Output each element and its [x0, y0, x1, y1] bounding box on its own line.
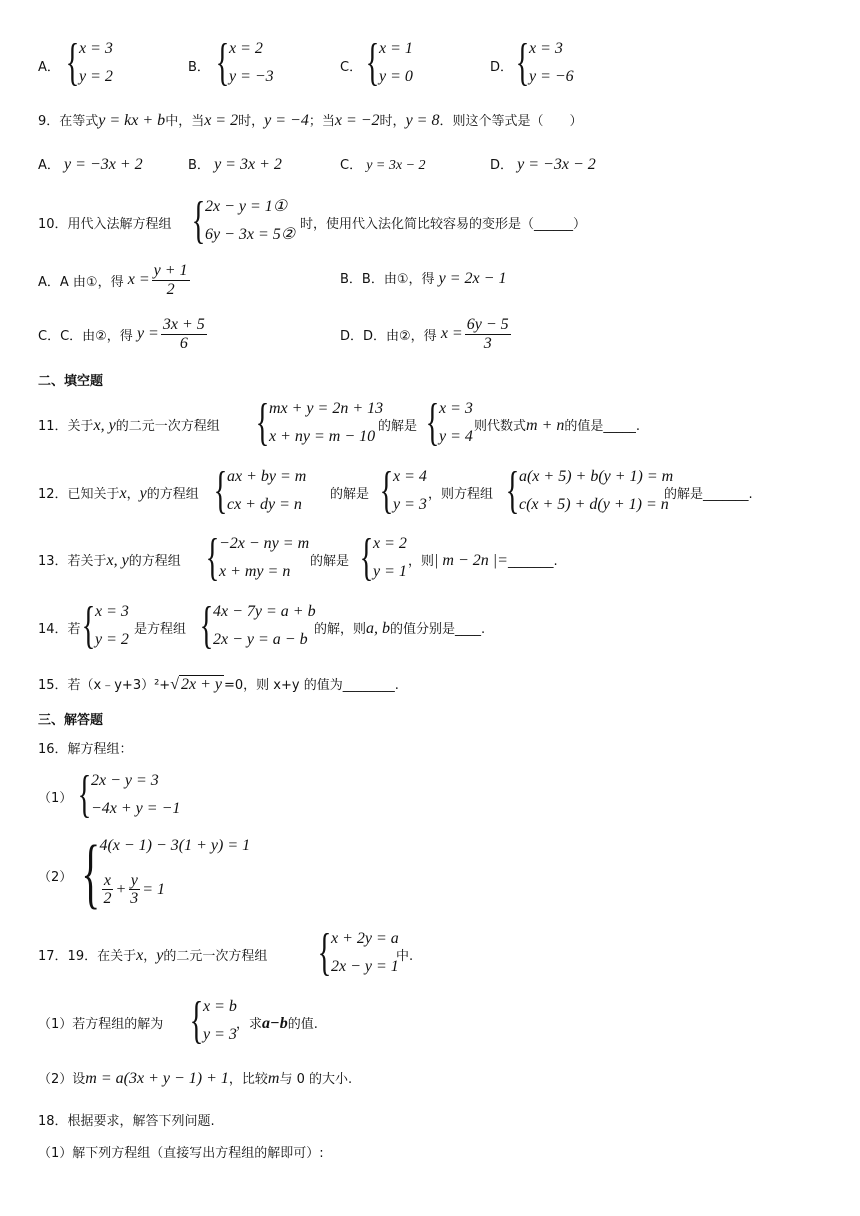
- q17-part1-solution: [184, 992, 237, 1049]
- q8-option-a-label: A．: [38, 60, 60, 75]
- math: a, b: [366, 620, 391, 637]
- text: 的二元一次方程组: [163, 949, 268, 964]
- equation: mx + y = 2n + 13: [268, 400, 384, 417]
- text: 9．在等式: [38, 114, 99, 129]
- text: 的值是_____.: [564, 419, 641, 434]
- q16-part2-label: （2）: [38, 870, 73, 885]
- fraction: [465, 316, 511, 352]
- text: 的值.: [287, 1017, 318, 1032]
- text: 中，当: [165, 114, 205, 129]
- q12-prefix: [38, 483, 199, 503]
- q8-option-d-system: [510, 34, 574, 91]
- q10-stem-prefix: 10．用代入法解方程组: [38, 217, 172, 232]
- denominator: 2: [103, 890, 112, 908]
- math: y = kx + b: [98, 112, 166, 129]
- equation: x = 1: [378, 40, 413, 57]
- fraction: [161, 316, 207, 352]
- brace: {: [425, 394, 440, 451]
- math: x: [136, 947, 144, 964]
- q9-option-a: [38, 154, 143, 174]
- q12-suffix: 的解是_______.: [664, 487, 753, 502]
- equation: cx + dy = n: [226, 496, 302, 513]
- equation: x + my = n: [218, 563, 291, 580]
- q18-part1: （1）解下列方程组（直接写出方程组的解即可）:: [38, 1146, 324, 1161]
- q17-part1-prefix: （1）若方程组的解为: [38, 1017, 164, 1032]
- q10-system: [186, 192, 296, 249]
- math: x, y: [106, 552, 129, 569]
- q11-suffix: [474, 415, 640, 435]
- q14-system: [194, 597, 316, 654]
- equation: x = 3: [94, 603, 129, 620]
- math: y: [139, 485, 147, 502]
- brace: {: [189, 992, 204, 1049]
- equation: y = 1: [372, 563, 407, 580]
- option-label: A．: [38, 158, 60, 173]
- q17-system: [312, 924, 399, 981]
- q12-target-system: [500, 462, 674, 519]
- text: 12．已知关于: [38, 487, 120, 502]
- q10-option-b: [340, 268, 506, 288]
- option-label: C．C．由②，得: [38, 328, 133, 344]
- text: 15．若（x﹣y+3）²+: [38, 678, 171, 693]
- fraction: [101, 872, 113, 908]
- text: 则代数式: [474, 419, 527, 434]
- q14-mid: 是方程组: [134, 622, 187, 637]
- q10-option-c: [38, 316, 209, 352]
- q14-solution: [76, 597, 129, 654]
- math: y = −3x − 2: [517, 156, 596, 173]
- math: y =: [136, 325, 159, 343]
- math: m + n: [526, 417, 565, 434]
- brace: {: [81, 829, 101, 916]
- math: x =: [127, 271, 150, 289]
- equation: 2x − y = a − b: [212, 631, 308, 648]
- q10-option-d: [340, 316, 513, 352]
- text: 13．若关于: [38, 554, 107, 569]
- equation: 6y − 3x = 5②: [204, 226, 296, 243]
- denominator: 6: [179, 334, 188, 352]
- equation: x = b: [202, 998, 237, 1015]
- brace: {: [317, 924, 332, 981]
- q14-prefix: 14．若: [38, 622, 81, 637]
- q9-option-b: [188, 154, 282, 174]
- q16-part1-label: （1）: [38, 791, 73, 806]
- q13-system: [200, 529, 310, 586]
- q17-part2: [38, 1068, 352, 1088]
- equation: y = 4: [438, 428, 473, 445]
- math: m: [267, 1070, 280, 1087]
- brace: {: [255, 394, 270, 451]
- text: ．则这个等式是（ ）: [439, 114, 583, 129]
- math: y = 3x + 2: [214, 156, 282, 173]
- text: 时，: [238, 114, 265, 129]
- q9-stem: [38, 110, 582, 130]
- text: （2）设: [38, 1072, 86, 1087]
- equation: x + ny = m − 10: [268, 428, 376, 445]
- q17-part1-suffix: [236, 1013, 318, 1033]
- text: ，: [126, 487, 140, 502]
- equation: x = 3: [528, 40, 563, 57]
- equation: x = 2: [228, 40, 263, 57]
- text: ；当: [308, 114, 335, 129]
- denominator: 3: [130, 890, 139, 908]
- q11-prefix: [38, 415, 220, 435]
- q11-mid: 的解是: [378, 419, 418, 434]
- math: | m − 2n |=: [434, 552, 508, 569]
- option-label: C．: [340, 158, 363, 173]
- equation: 2x − y = 1: [330, 958, 399, 975]
- equation: 2x − y = 3: [90, 772, 159, 789]
- math: x = 2: [204, 112, 239, 129]
- option-label: A．A 由①，得: [38, 274, 124, 290]
- q8-option-d-label: D．: [490, 60, 514, 75]
- math: y = 2x − 1: [438, 270, 507, 287]
- equation: 2x − y = 1①: [204, 198, 288, 215]
- math: y: [156, 947, 164, 964]
- equation: y = 3: [392, 496, 427, 513]
- equation: x = 4: [392, 468, 427, 485]
- equation: −2x − ny = m: [218, 535, 310, 552]
- brace: {: [515, 34, 530, 91]
- q13-mid: 的解是: [310, 554, 350, 569]
- equation: y = 2: [94, 631, 129, 648]
- brace: {: [81, 597, 96, 654]
- math: x, y: [93, 417, 116, 434]
- equation: 4x − 7y = a + b: [212, 603, 316, 620]
- radicand: 2x + y: [180, 676, 222, 693]
- q15: [38, 674, 399, 694]
- numerator: 3x + 5: [162, 316, 205, 333]
- q8-option-c-label: C．: [340, 60, 363, 75]
- q9-option-c: [340, 154, 426, 174]
- q13-solution: [354, 529, 407, 586]
- brace: {: [215, 34, 230, 91]
- equation: y = −3: [228, 68, 274, 85]
- text: 的方程组: [128, 554, 181, 569]
- math: x = −2: [334, 112, 380, 129]
- text: 时，: [379, 114, 406, 129]
- q11-system: [250, 394, 384, 451]
- numerator: y + 1: [153, 262, 188, 279]
- equation: −4x + y = −1: [90, 800, 181, 817]
- equation: x = 3: [78, 40, 113, 57]
- equation: y = −6: [528, 68, 574, 85]
- equation: x + 2y = a: [330, 930, 399, 947]
- text: _______.: [507, 554, 558, 569]
- text: 与 0 的大小.: [279, 1072, 353, 1087]
- text: ，比较: [228, 1072, 268, 1087]
- q17-suffix: 中.: [396, 949, 414, 964]
- q16-stem: 16．解方程组：: [38, 742, 133, 757]
- equation: $\frac{x}{2}$ + $\frac{y}{3}$ = 1: [103, 871, 166, 908]
- equation: ax + by = m: [226, 468, 307, 485]
- denominator: 2: [166, 280, 175, 298]
- equation: y = 0: [378, 68, 413, 85]
- equation: x = 2: [372, 535, 407, 552]
- text: 11．关于: [38, 419, 94, 434]
- q12-mid2: ，则方程组: [428, 487, 494, 502]
- math: y = −3x + 2: [64, 156, 143, 173]
- brace: {: [365, 34, 380, 91]
- equation: c(x + 5) + d(y + 1) = n: [518, 496, 669, 513]
- q8-option-b-label: B．: [188, 60, 210, 75]
- section-heading-solve: 三、解答题: [38, 713, 104, 728]
- q14-suffix: [314, 618, 485, 638]
- q10-stem-suffix: 时，使用代入法化简比较容易的变形是（______）: [300, 217, 587, 232]
- math: y = −4: [264, 112, 309, 129]
- numerator: 6y − 5: [466, 316, 509, 333]
- math: y = 3x − 2: [366, 158, 426, 173]
- q17-prefix: [38, 945, 267, 965]
- brace: {: [77, 766, 92, 823]
- q10-option-a: [38, 262, 192, 298]
- text: 的解，则: [314, 622, 367, 637]
- option-label: D．: [490, 158, 514, 173]
- option-label: D．D．由②，得: [340, 328, 437, 344]
- q8-option-a-system: [60, 34, 113, 91]
- q16-part2-system: [72, 829, 251, 916]
- text: 的方程组: [146, 487, 199, 502]
- text: ，: [143, 949, 157, 964]
- text: ，求: [236, 1017, 263, 1032]
- math: m = a(3x + y − 1) + 1: [85, 1070, 229, 1087]
- brace: {: [505, 462, 520, 519]
- sqrt-sign: √: [170, 676, 179, 693]
- numerator: x: [103, 871, 111, 889]
- equation: 4(x − 1) − 3(1 + y) = 1: [99, 837, 251, 854]
- q12-solution: [374, 462, 427, 519]
- equation: a(x + 5) + b(y + 1) = m: [518, 468, 674, 485]
- brace: {: [199, 597, 214, 654]
- text: 的值分别是____.: [390, 622, 486, 637]
- text: ，则: [408, 554, 435, 569]
- brace: {: [65, 34, 80, 91]
- option-label: B．: [188, 158, 210, 173]
- fraction: [128, 872, 140, 908]
- q9-option-d: [490, 154, 596, 174]
- equation: x = 3: [438, 400, 473, 417]
- text: =0，则 x+y 的值为________.: [223, 678, 399, 693]
- q13-suffix: [408, 550, 558, 570]
- equation: y = 3: [202, 1026, 237, 1043]
- q8-option-c-system: [360, 34, 413, 91]
- math: x: [119, 485, 127, 502]
- numerator: y: [130, 871, 138, 889]
- denominator: 3: [483, 334, 492, 352]
- text: 的二元一次方程组: [115, 419, 220, 434]
- equation-rhs: = 1: [142, 880, 166, 898]
- math: a−b: [262, 1015, 288, 1032]
- brace: {: [359, 529, 374, 586]
- q12-mid1: 的解是: [330, 487, 370, 502]
- equation: y = 2: [78, 68, 113, 85]
- section-heading-fill-in: 二、填空题: [38, 374, 104, 389]
- math: x =: [440, 325, 463, 343]
- q18-stem: 18．根据要求，解答下列问题.: [38, 1114, 215, 1129]
- brace: {: [213, 462, 228, 519]
- brace: {: [379, 462, 394, 519]
- q8-option-b-system: [210, 34, 274, 91]
- fraction: [152, 262, 190, 298]
- option-label: B．B．由①，得: [340, 272, 435, 287]
- q16-part1-system: [72, 766, 181, 823]
- brace: {: [191, 192, 206, 249]
- q11-solution: [420, 394, 473, 451]
- text: 17．19．在关于: [38, 949, 137, 964]
- math: y = 8: [405, 112, 440, 129]
- brace: {: [205, 529, 220, 586]
- q12-system: [208, 462, 307, 519]
- q13-prefix: [38, 550, 181, 570]
